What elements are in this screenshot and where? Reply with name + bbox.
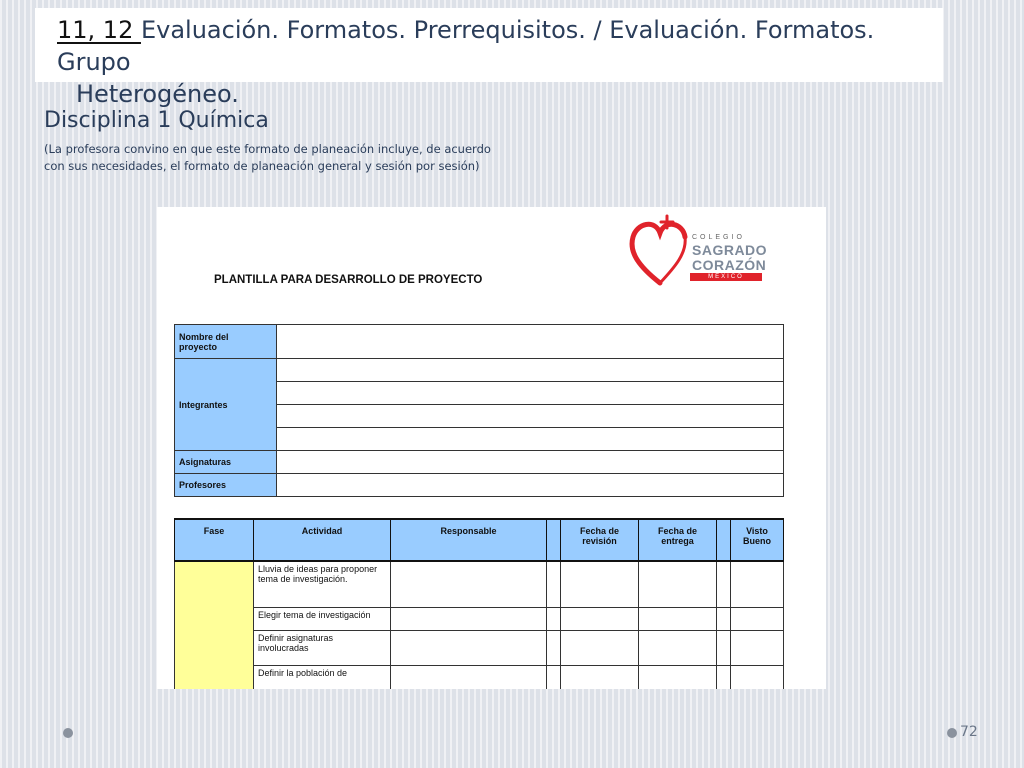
logo-mexico: MÉXICO [690, 273, 762, 281]
activity-cell: Definir asignaturas involucradas [254, 630, 391, 665]
activity-plan-table [174, 518, 784, 689]
table-cell [717, 607, 731, 630]
table-cell [731, 665, 784, 689]
visto-line1: Visto [746, 526, 768, 536]
integrante-cell [277, 382, 784, 405]
header-responsable: Responsable [391, 519, 547, 561]
table-cell [391, 665, 547, 689]
table-cell [717, 630, 731, 665]
integrante-cell [277, 359, 784, 382]
table-cell [547, 630, 561, 665]
table-cell [731, 607, 784, 630]
left-dot-icon [63, 728, 73, 738]
document-image [157, 207, 826, 689]
label-integrantes: Integrantes [175, 359, 277, 451]
activity-cell: Lluvia de ideas para proponer tema de investigación. [254, 561, 391, 607]
logo-sagrado: SAGRADO [692, 242, 768, 258]
activity-cell: Elegir tema de investigación [254, 607, 391, 630]
slide-number: 72 [960, 724, 978, 740]
heart-logo-icon [627, 213, 693, 289]
table-cell [731, 561, 784, 607]
table-cell [717, 561, 731, 607]
header-visto-bueno [731, 519, 784, 561]
title-number: 11, 12 [57, 16, 141, 44]
nombre-proyecto-cell [277, 325, 784, 359]
fecha-entrega-line1: Fecha de [657, 526, 697, 536]
table-cell [639, 607, 717, 630]
table-cell [391, 607, 547, 630]
table-cell [547, 665, 561, 689]
header-blank [717, 519, 731, 561]
table-cell [639, 665, 717, 689]
integrante-cell [277, 428, 784, 451]
header-fecha-revision [561, 519, 639, 561]
document-heading: PLANTILLA PARA DESARROLLO DE PROYECTO [214, 274, 483, 286]
fase-cell [175, 561, 254, 689]
table-cell [639, 630, 717, 665]
table-cell [717, 665, 731, 689]
note-line-2: con sus necesidades, el formato de planeación general y sesión por sesión) [44, 159, 480, 173]
activity-cell: Definir la población de [254, 665, 391, 689]
title-box [35, 8, 943, 108]
table-cell [731, 630, 784, 665]
table-cell [561, 561, 639, 607]
right-dot-icon [947, 728, 957, 738]
subtitle: Disciplina 1 Química [44, 108, 269, 133]
label-nombre-line2: proyecto [179, 341, 218, 352]
table-cell [547, 561, 561, 607]
table-cell [561, 607, 639, 630]
table-cell [391, 630, 547, 665]
header-fecha-entrega [639, 519, 717, 561]
fecha-revision-line1: Fecha de [579, 526, 619, 536]
table-cell [547, 607, 561, 630]
note [44, 141, 544, 175]
profesores-cell [277, 474, 784, 497]
label-nombre-line1: Nombre del [179, 331, 229, 342]
asignaturas-cell [277, 451, 784, 474]
logo-colegio: COLEGIO [692, 234, 745, 241]
label-nombre-proyecto [175, 325, 277, 359]
note-line-1: (La profesora convino en que este formato de planeación incluye, de acuerdo [44, 142, 491, 156]
title-line-1: Evaluación. Formatos. Prerrequisitos. / Evaluación. Formatos. Grupo [57, 16, 875, 76]
visto-line2: Bueno [743, 536, 771, 546]
header-actividad: Actividad [254, 519, 391, 561]
logo-corazon: CORAZÓN [692, 257, 767, 273]
fecha-entrega-line2: entrega [661, 536, 694, 546]
table-cell [561, 630, 639, 665]
integrante-cell [277, 405, 784, 428]
header-blank [547, 519, 561, 561]
slide-title [57, 14, 937, 110]
label-asignaturas: Asignaturas [175, 451, 277, 474]
title-line-2: Heterogéneo. [76, 80, 239, 108]
table-cell [639, 561, 717, 607]
fecha-revision-line2: revisión [582, 536, 617, 546]
header-fase: Fase [175, 519, 254, 561]
label-profesores: Profesores [175, 474, 277, 497]
table-cell [561, 665, 639, 689]
project-info-table [174, 324, 784, 497]
table-cell [391, 561, 547, 607]
